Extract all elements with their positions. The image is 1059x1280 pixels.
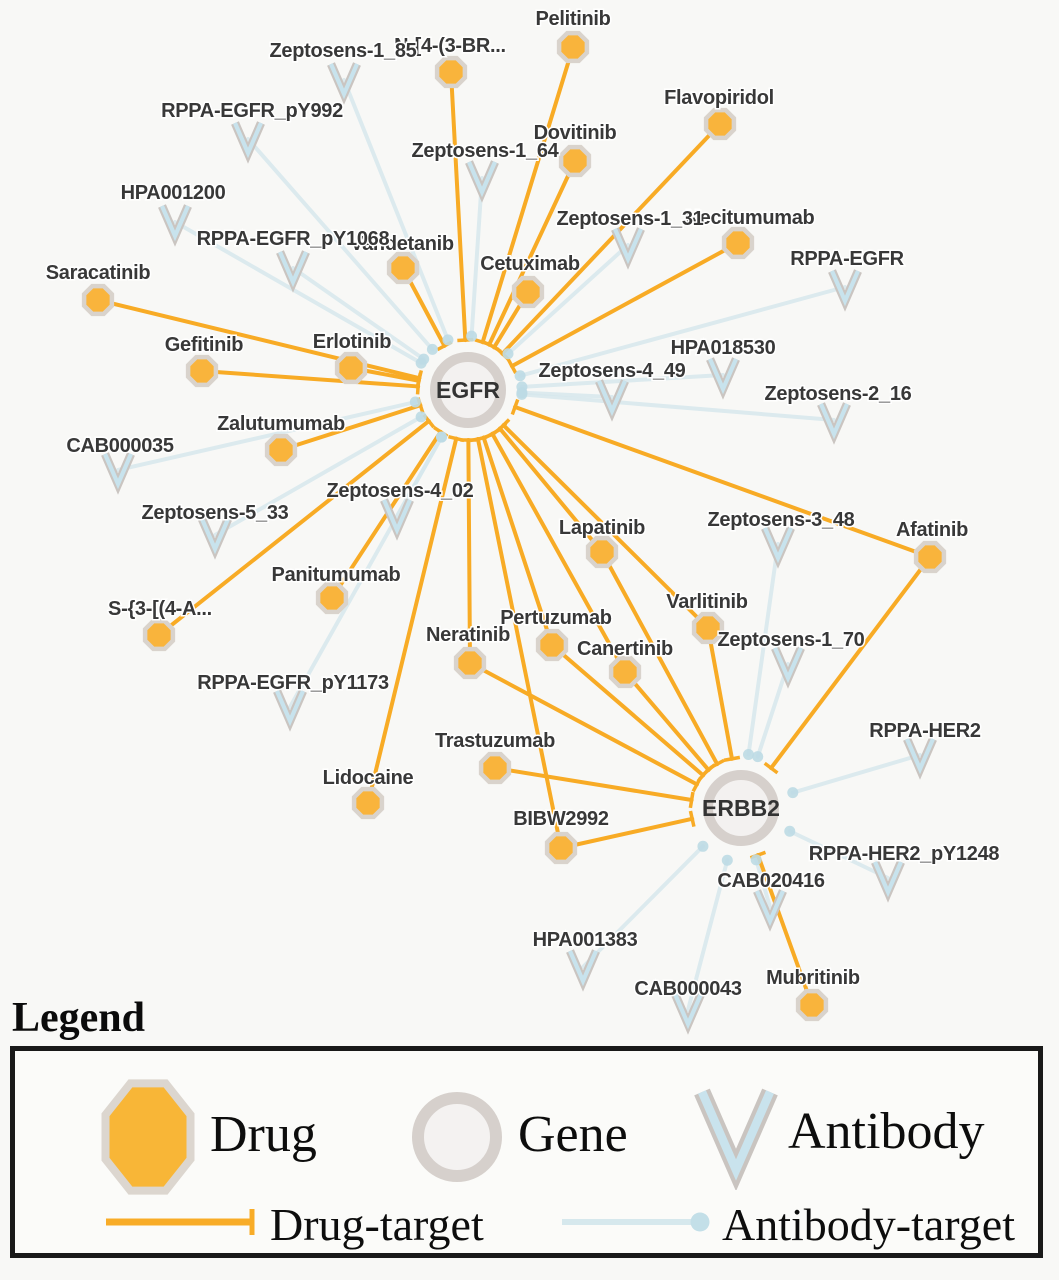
node-label-zeptosens-5-33: Zeptosens-5_33	[141, 502, 289, 524]
node-label-zeptosens-2-16: Zeptosens-2_16	[764, 383, 912, 405]
legend-antibody-label: Antibody	[788, 1103, 985, 1160]
legend-antibody-edge-icon	[556, 1200, 721, 1244]
node-label-pertuzumab: Pertuzumab	[500, 607, 612, 629]
edge-drug-trastuzumab	[495, 768, 692, 800]
antibody-edge-dot	[410, 397, 421, 408]
antibody-edge-dot	[697, 841, 708, 852]
node-label-vandetanib: Vandetanib	[350, 233, 454, 255]
drug-node-panitumumab[interactable]	[318, 584, 346, 612]
legend-drug-icon	[92, 1072, 204, 1202]
node-label-mubritinib: Mubritinib	[766, 967, 860, 989]
antibody-edge-dot	[515, 370, 526, 381]
legend-antibody-edge-label: Antibody-target	[722, 1199, 1015, 1250]
node-label-canertinib: Canertinib	[577, 638, 673, 660]
antibody-edge-dot	[466, 331, 477, 342]
node-label-trastuzumab: Trastuzumab	[434, 730, 556, 752]
node-label-afatinib: Afatinib	[895, 519, 969, 541]
drug-node-erlotinib[interactable]	[337, 354, 365, 382]
node-labels	[46, 8, 1000, 1000]
node-label-zeptosens-4-49: Zeptosens-4_49	[538, 360, 686, 382]
node-label-cab020416: CAB020416	[717, 870, 825, 892]
drug-node-vandetanib[interactable]	[389, 254, 417, 282]
node-label-s-3-4-a: S-{3-[(4-A...	[108, 598, 212, 620]
antibody-edge-dot	[436, 432, 447, 443]
edge-drug-tee-bibw2992	[690, 811, 693, 827]
drug-node-flavopiridol[interactable]	[706, 110, 734, 138]
antibody-edge-dot	[427, 344, 438, 355]
node-label-pelitinib: Pelitinib	[535, 8, 611, 30]
node-label-zeptosens-1-70: Zeptosens-1_70	[717, 629, 865, 651]
edge-drug-tee-varlitinib	[724, 757, 740, 760]
legend-title: Legend	[12, 995, 146, 1041]
drug-node-saracatinib[interactable]	[84, 286, 112, 314]
legend-drug-edge-label: Drug-target	[270, 1199, 484, 1250]
node-label-panitumumab: Panitumumab	[271, 564, 401, 586]
legend-drug-label: Drug	[210, 1106, 317, 1163]
gene-node-erbb2[interactable]	[702, 775, 780, 841]
node-label-saracatinib: Saracatinib	[45, 262, 151, 284]
antibody-edge-dot	[516, 389, 527, 400]
node-label-lapatinib: Lapatinib	[558, 517, 646, 539]
legend-gene-icon	[402, 1082, 512, 1192]
antibody-edge-dot	[503, 348, 514, 359]
node-label-neratinib: Neratinib	[426, 624, 510, 646]
drug-node-pertuzumab[interactable]	[538, 631, 566, 659]
node-label-erlotinib: Erlotinib	[312, 331, 392, 353]
drug-node-necitumumab[interactable]	[724, 229, 752, 257]
node-label-dovitinib: Dovitinib	[533, 122, 617, 144]
legend-drug-edge-icon	[100, 1200, 270, 1244]
node-label-flavopiridol: Flavopiridol	[664, 87, 774, 109]
gene-node-egfr[interactable]	[435, 357, 501, 423]
node-label-rppa-egfr-py1173: RPPA-EGFR_pY1173	[197, 672, 389, 694]
antibody-edge-dot	[418, 354, 429, 365]
node-label-bibw2992: BIBW2992	[513, 808, 609, 830]
drug-node-trastuzumab[interactable]	[481, 754, 509, 782]
gene-label: EGFR	[436, 377, 500, 403]
antibody-edge-dot	[416, 411, 427, 422]
edge-drug-tee-trastuzumab	[690, 792, 693, 808]
edge-drug-tee-pertuzumab	[476, 435, 491, 440]
node-label-rppa-egfr-py1068: RPPA-EGFR_pY1068	[196, 228, 390, 250]
node-label-zeptosens-3-48: Zeptosens-3_48	[707, 509, 855, 531]
node-label-cetuximab: Cetuximab	[480, 253, 580, 275]
drug-node-bibw2992[interactable]	[547, 834, 575, 862]
antibody-edge-dot	[722, 855, 733, 866]
node-label-cab000043: CAB000043	[634, 978, 742, 1000]
node-label-rppa-egfr-py992: RPPA-EGFR_pY992	[161, 100, 343, 122]
node-label-zalutumumab: Zalutumumab	[217, 413, 345, 435]
legend-gene-label: Gene	[518, 1106, 628, 1163]
drug-node-gefitinib[interactable]	[188, 357, 216, 385]
node-label-zeptosens-1-64: Zeptosens-1_64	[411, 140, 559, 162]
edge-antibody-zeptosens-1-85	[344, 80, 448, 340]
node-label-rppa-her2: RPPA-HER2	[869, 720, 981, 742]
drug-node-dovitinib[interactable]	[561, 147, 589, 175]
drug-node-s-3-4-a[interactable]	[145, 621, 173, 649]
node-label-rppa-egfr: RPPA-EGFR	[790, 248, 904, 270]
gene-label: ERBB2	[702, 795, 780, 821]
drug-node-afatinib[interactable]	[916, 543, 944, 571]
drug-node-pelitinib[interactable]	[559, 33, 587, 61]
node-label-necitumumab: Necitumumab	[685, 207, 815, 229]
node-label-zeptosens-4-02: Zeptosens-4_02	[326, 480, 474, 502]
antibody-edge-dot	[743, 749, 754, 760]
node-label-hpa001200: HPA001200	[120, 182, 226, 204]
antibody-edge-dot	[752, 751, 763, 762]
node-label-hpa001383: HPA001383	[532, 929, 638, 951]
antibody-edge-dot	[442, 334, 453, 345]
drug-node-lidocaine[interactable]	[354, 789, 382, 817]
edge-antibody-rppa-her2	[793, 755, 920, 793]
drug-node-canertinib[interactable]	[611, 658, 639, 686]
node-label-cab000035: CAB000035	[66, 435, 174, 457]
antibody-edge-dot	[787, 787, 798, 798]
drug-node-cetuximab[interactable]	[514, 278, 542, 306]
node-label-varlitinib: Varlitinib	[666, 591, 748, 613]
node-label-gefitinib: Gefitinib	[164, 334, 244, 356]
antibody-edge-dot	[751, 854, 762, 865]
node-label-hpa018530: HPA018530	[670, 337, 776, 359]
drug-node-lapatinib[interactable]	[588, 538, 616, 566]
edge-drug-n-4-3-br	[451, 72, 465, 340]
node-label-zeptosens-1-31: Zeptosens-1_31	[556, 208, 704, 230]
node-label-rppa-her2-py1248: RPPA-HER2_pY1248	[808, 843, 1000, 865]
legend-antibody-icon	[690, 1078, 782, 1190]
drug-node-mubritinib[interactable]	[798, 991, 826, 1019]
antibody-edge-dot	[784, 826, 795, 837]
node-label-n-4-3-br: N-[4-(3-BR...	[394, 35, 506, 57]
drug-node-n-4-3-br[interactable]	[437, 58, 465, 86]
drug-node-neratinib[interactable]	[456, 649, 484, 677]
node-label-lidocaine: Lidocaine	[322, 767, 414, 789]
node-label-zeptosens-1-85: Zeptosens-1_85	[269, 40, 417, 62]
drug-node-zalutumumab[interactable]	[267, 436, 295, 464]
